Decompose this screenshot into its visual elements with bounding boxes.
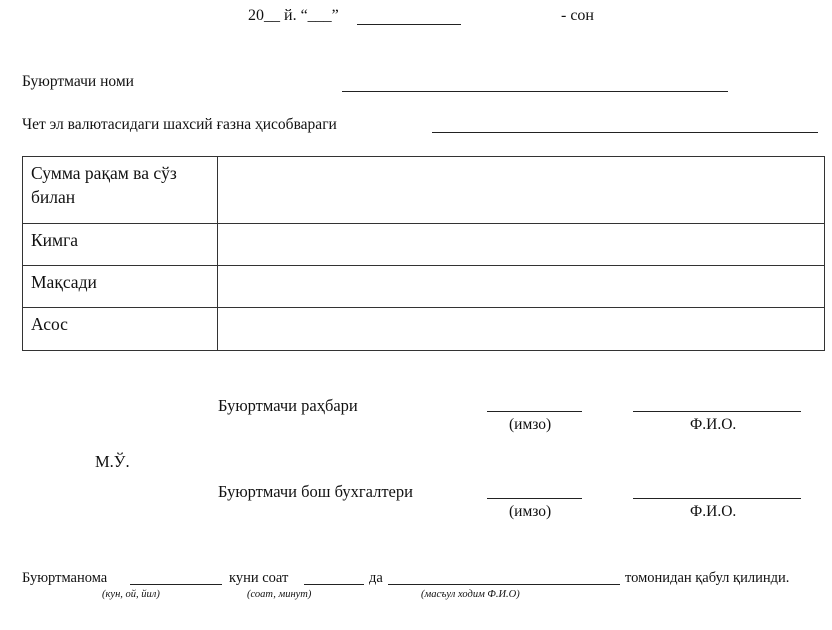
table-row-purpose [23,266,825,308]
footer-at-label: да [369,570,383,586]
accountant-name-line[interactable] [633,498,801,499]
footer-accepted-label: томонидан қабул қилинди. [625,570,790,586]
head-name-caption: Ф.И.О. [690,416,737,433]
date-prefix: 20__ й. “___” [248,7,339,24]
amount-cell[interactable] [218,157,825,224]
stamp-label: М.Ў. [95,452,130,471]
payment-details-table [22,156,825,351]
footer-time-label: куни соат [229,570,289,586]
head-signature-line[interactable] [487,411,582,412]
recipient-cell[interactable] [218,224,825,266]
document-number-suffix: - сон [561,7,594,24]
purpose-cell[interactable] [218,266,825,308]
table-row-basis [23,308,825,351]
account-line[interactable] [432,132,818,133]
customer-name-label: Буюртмачи номи [22,73,134,90]
account-label: Чет эл валютасидаги шахсий ғазна ҳисобвараги [22,116,337,133]
accountant-signature-line[interactable] [487,498,582,499]
basis-label: Асос [23,308,218,351]
head-name-line[interactable] [633,411,801,412]
footer-hint-date: (кун, ой, йил) [102,589,160,600]
table-row-amount [23,157,825,224]
recipient-label: Кимга [23,224,218,266]
accountant-name-caption: Ф.И.О. [690,503,737,520]
customer-name-line[interactable] [342,91,728,92]
footer-hint-time: (соат, минут) [247,589,312,600]
purpose-label: Мақсади [23,266,218,308]
footer-time-line[interactable] [304,584,364,585]
footer-date-line[interactable] [130,584,222,585]
accountant-signature-caption: (имзо) [509,503,552,520]
head-label: Буюртмачи раҳбари [218,396,358,415]
amount-label: Сумма рақам ва сўз билан [23,157,218,224]
accountant-label: Буюртмачи бош бухгалтери [218,482,413,501]
footer-order-label: Буюртманома [22,570,108,586]
date-month-line[interactable] [357,24,461,25]
table-row-recipient [23,224,825,266]
footer-person-line[interactable] [388,584,620,585]
head-signature-caption: (имзо) [509,416,552,433]
footer-hint-person: (масъул ходим Ф.И.О) [421,589,520,600]
basis-cell[interactable] [218,308,825,351]
